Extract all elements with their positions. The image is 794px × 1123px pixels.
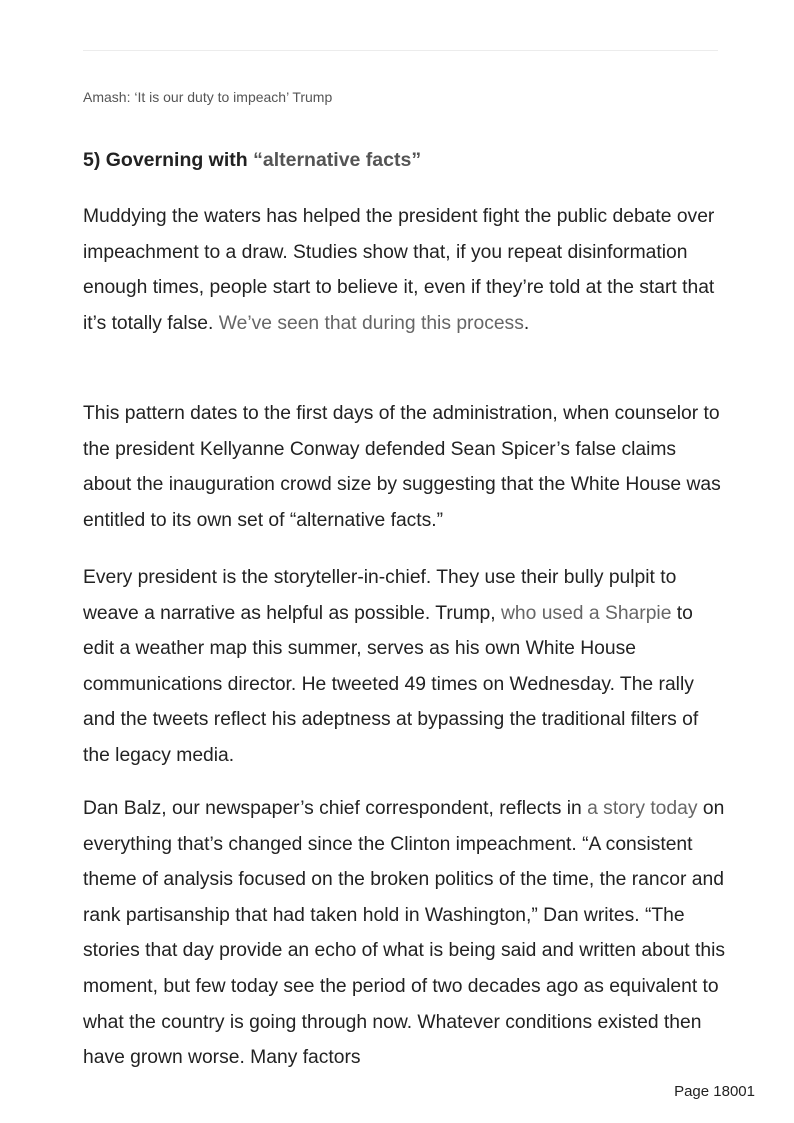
paragraph-text: Muddying the waters has helped the president fight the public debate over impeachment to a draw. Studies show that, if you repeat disinformation enough times, people start to believe it, even if they’re told at the start that it’s totally false.	[83, 206, 715, 334]
paragraph-text: on everything that’s changed since the Clinton impeachment. “A consistent theme of analysis focused on the broken politics of the time, the rancor and rank partisanship that had taken hold in Washington,” Dan writes. “The stories that day provide an echo of what is being said and written about this moment, but few today see the period of two decades ago as equivalent to what the country is going through now. Whatever conditions existed then have grown worse. Many factors	[83, 798, 726, 1069]
seen-during-process-link[interactable]: We’ve seen that during this process	[218, 312, 524, 334]
paragraph-text: Every president is the storyteller-in-chief. They use their bully pulpit to weave a narrative as helpful as possible. Trump,	[83, 567, 677, 624]
paragraph-text: .	[523, 312, 530, 334]
paragraph-text: Dan Balz, our newspaper’s chief correspondent, reflects in	[83, 798, 588, 819]
paragraph-text: to edit a weather map this summer, serves as his own White House communications director. He tweeted 49 times on Wednesday. The rally and the tweets reflect his adeptness at bypassing the traditional filters of the legacy media.	[83, 602, 699, 766]
page-number: Page 18001	[674, 1083, 755, 1100]
paragraph-storyteller	[83, 560, 728, 774]
paragraph-balz	[83, 791, 728, 1076]
paragraph-conway	[83, 396, 728, 538]
related-article-link[interactable]: Amash: ‘It is our duty to impeach’ Trump	[83, 89, 333, 105]
paragraph-disinformation	[83, 199, 728, 341]
section-heading	[83, 149, 421, 172]
sharpie-link[interactable]: who used a Sharpie	[500, 602, 672, 624]
paragraph-text: This pattern dates to the first days of the administration, when counselor to the president Kellyanne Conway defended Sean Spicer’s false claims about the inauguration crowd size by suggesting that the White House was entitled to its own set of “alternative facts.”	[83, 403, 721, 531]
top-divider	[83, 50, 718, 51]
alternative-facts-link[interactable]: “alternative facts”	[253, 149, 422, 171]
story-today-link[interactable]: a story today	[587, 798, 698, 819]
section-heading-text: 5) Governing with	[83, 149, 254, 171]
